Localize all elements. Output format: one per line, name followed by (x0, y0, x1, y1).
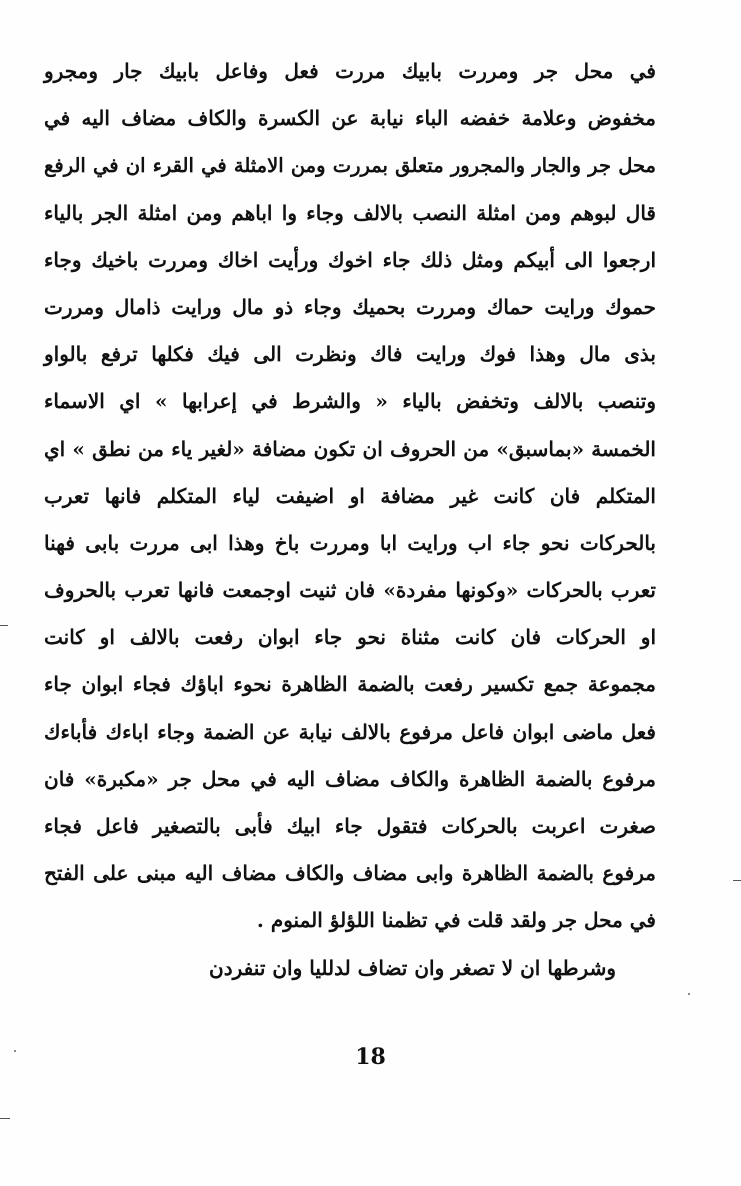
text-line: بالحركات نحو جاء اب ورايت ابا ومررت باخ وهذا ابى مررت بابى فهنا (44, 530, 656, 555)
scan-edge-mark (733, 880, 741, 881)
text-line: تعرب بالحركات «وكونها مفردة» فان ثنيت اوجمعت فانها تعرب بالحروف (44, 578, 656, 603)
verse-line: وشرطها ان لا تصغر وان تضاف لدلليا وان تنفردن (209, 955, 616, 980)
text-line: مرفوع بالضمة الظاهرة والكاف مضاف اليه في محل جر «مكبرة» فان (44, 766, 656, 791)
page-number: 18 (355, 1044, 386, 1070)
text-line: ارجعوا الى أبيكم ومثل ذلك جاء اخوك ورأيت اخاك ومررت باخيك وجاء (44, 247, 656, 272)
text-line: قال لبوهم ومن امثلة النصب بالالف وجاء وا اباهم ومن امثلة الجر بالياء (44, 200, 656, 225)
text-line: بذى مال وهذا فوك ورايت فاك ونظرت الى فيك فكلها ترفع بالواو (44, 342, 656, 367)
scan-edge-mark (0, 625, 8, 626)
scan-speck (688, 993, 690, 995)
text-line: او الحركات فان كانت مثناة نحو جاء ابوان رفعت بالالف او كانت (44, 625, 656, 650)
text-line: المتكلم فان كانت غير مضافة او اضيفت لياء المتكلم فانها تعرب (44, 483, 656, 508)
text-line: في محل جر ومررت بابيك مررت فعل وفاعل بابيك جار ومجرو (44, 59, 656, 83)
scan-speck (14, 1050, 16, 1052)
text-line: مرفوع بالضمة الظاهرة وابى مضاف والكاف مضاف اليه مبنى على الفتح (44, 861, 656, 886)
text-line: وتنصب بالالف وتخفض بالياء « والشرط في إعرابها » اي الاسماء (44, 389, 656, 414)
text-line: مجموعة جمع تكسير رفعت بالضمة الظاهرة نحوء اباؤك فجاء ابوان جاء (44, 672, 656, 697)
text-line: مخفوض وعلامة خفضه الباء نيابة عن الكسرة والكاف مضاف اليه في (44, 106, 656, 131)
scan-edge-mark (0, 1118, 10, 1119)
text-line: حموك ورايت حماك ومررت بحميك وجاء ذو مال ورايت ذامال ومررت (44, 294, 657, 319)
text-line: في محل جر ولقد قلت في تظمنا اللؤلؤ المنوم . (256, 908, 656, 933)
text-line: الخمسة «بماسبق» من الحروف ان تكون مضافة «لغير ياء من نطق » اي (44, 436, 656, 461)
body-text (44, 48, 656, 992)
text-line: فعل ماضى ابوان فاعل مرفوع بالالف نيابة عن الضمة وجاء اباءك فأباءك (44, 719, 656, 744)
text-line: صغرت اعربت بالحركات فتقول جاء ابيك فأبى بالتصغير فاعل فجاء (44, 814, 656, 838)
text-line: محل جر والجار والمجرور متعلق بمررت ومن الامثلة في القرء ان في الرفع (44, 154, 656, 178)
